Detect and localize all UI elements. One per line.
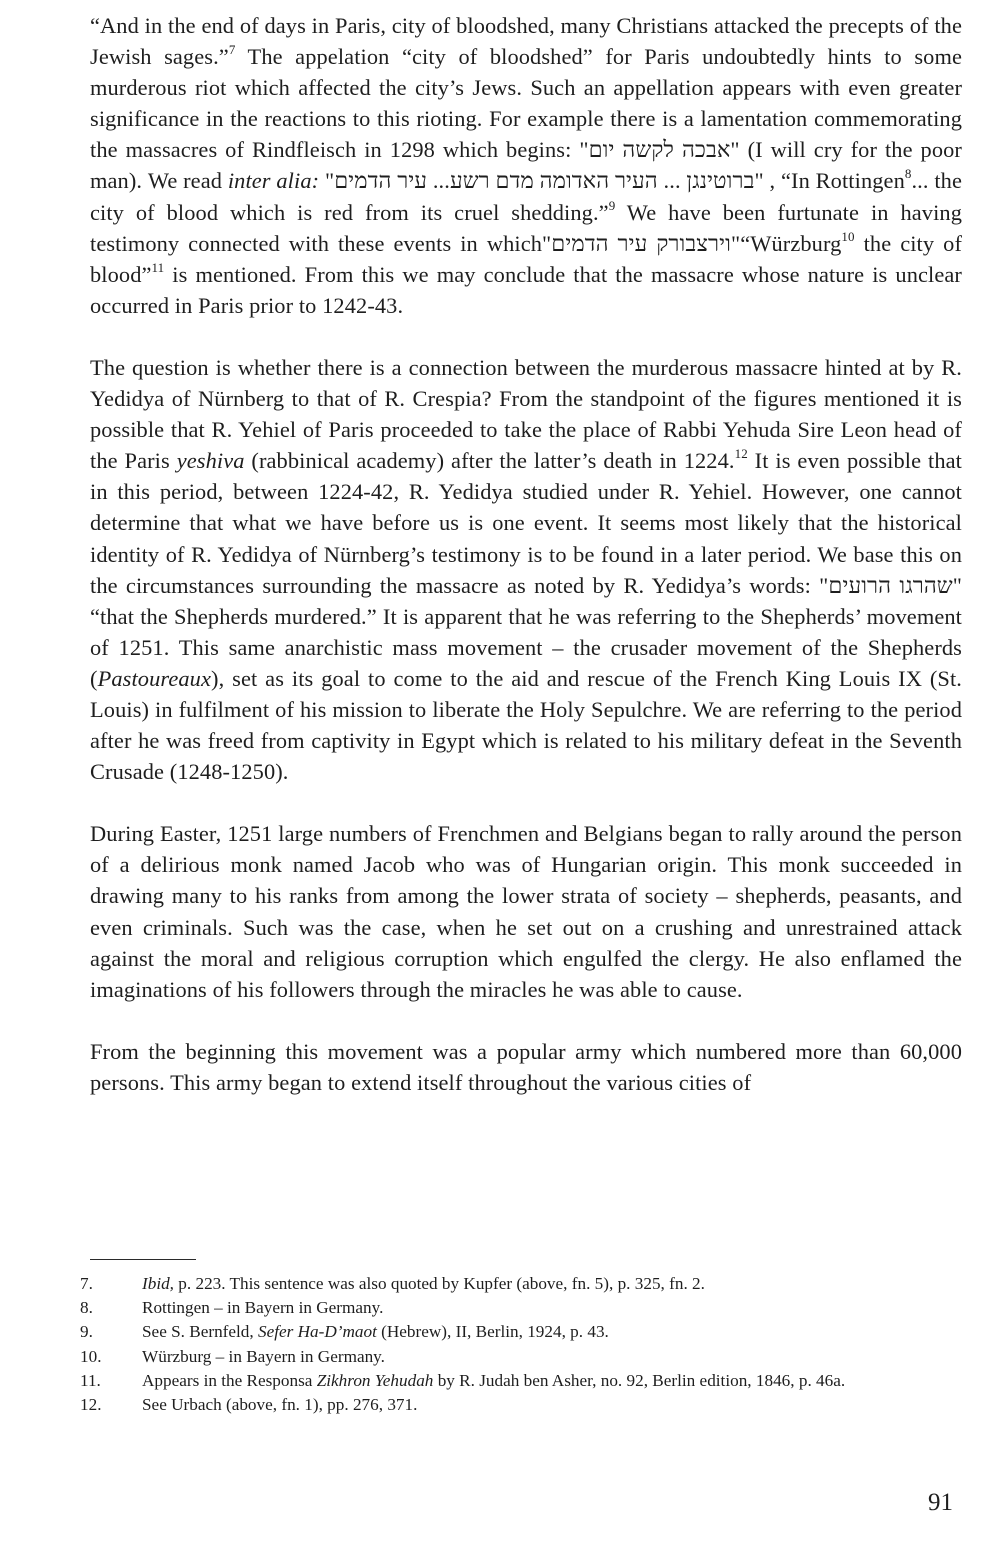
footnote-text: See Urbach (above, fn. 1), pp. 276, 371. xyxy=(142,1395,418,1415)
footnote-divider xyxy=(90,1259,196,1260)
footnote-text: Rottingen – in Bayern in Germany. xyxy=(142,1298,384,1318)
text-run: the city of blood” xyxy=(90,230,962,287)
text-run: “Würzburg xyxy=(740,230,842,256)
footnote-ref-8: 8 xyxy=(904,166,912,182)
text-run: , “In Rottingen xyxy=(763,168,905,194)
hebrew-quote: "אבכה לקשה יום" xyxy=(579,137,740,163)
footnote-10 xyxy=(80,1345,962,1369)
italic-term: inter alia: xyxy=(227,168,320,194)
footnote-text: See S. Bernfeld, xyxy=(142,1322,258,1342)
hebrew-quote: "שהרגו הרועים" xyxy=(819,572,962,598)
footnote-7 xyxy=(80,1272,962,1296)
footnote-number: 8. xyxy=(80,1298,93,1318)
footnote-ref-7: 7 xyxy=(228,42,236,58)
footnote-number: 7. xyxy=(80,1274,93,1293)
text-run: The appelation “city of bloodshed” for Paris undoubtedly hints to some murderous riot which affected the city’s Jews. Such an appellation appears with even greater significance in the reactions to this rioting. For example there is a lamentation commemorating the massacres of Rindfleisch in 1298 which begins: xyxy=(90,44,963,163)
footnote-11 xyxy=(80,1369,962,1393)
footnote-number: 12. xyxy=(80,1395,102,1415)
text-run: (rabbinical academy) after the latter’s death in 1224. xyxy=(244,448,735,474)
paragraph-2 xyxy=(90,352,962,787)
footnote-number: 10. xyxy=(80,1346,102,1366)
footnote-text: Appears in the Responsa xyxy=(142,1370,317,1390)
text-run: ), set as its goal to come to the aid and rescue of the French King Louis IX (St. Louis) in fulfilment of his mission to liberate the Holy Sepulchre. We are referring to the period after he was freed from captivity in Egypt which is related to his military defeat in the Seventh Crusade (1248-1250). xyxy=(90,665,962,785)
paragraph-1 xyxy=(90,10,962,321)
text-run: We have been furtunate in having testimony connected with these events in which xyxy=(90,199,962,256)
footnote-8 xyxy=(80,1296,962,1320)
text-run: It is even possible that in this period, between 1224-42, R. Yedidya studied under R. Yehiel. However, one cannot determine that what we have before us is one event. It seems most likely that the historical identity of R. Yedidya of Nürnberg’s testimony is to be found in a later period. We base this on the circumstances surrounding the massacre as noted by R. Yedidya’s words: xyxy=(90,448,962,598)
footnote-12 xyxy=(80,1393,962,1417)
footnote-number: 11. xyxy=(80,1370,101,1390)
italic-term: Sefer Ha-D’maot xyxy=(258,1322,377,1342)
italic-term: Pastoureaux xyxy=(97,665,212,691)
hebrew-quote: "ברוטינגן ... העיר האדומה מדם רשע... עיר הדמים" xyxy=(324,168,764,194)
text-run: (I will cry for the poor man). We read xyxy=(90,137,962,194)
italic-term: Zikhron Yehudah xyxy=(316,1370,434,1390)
footnote-number: 9. xyxy=(80,1322,93,1342)
italic-term: yeshiva xyxy=(176,448,245,474)
paragraph-3: During Easter, 1251 large numbers of Frenchmen and Belgians began to rally around the person of a delirious monk named Jacob who was of Hungarian origin. This monk succeeded in drawing many to his ranks from among the lower strata of society – shepherds, peasants, and even criminals. Such was the case, when he set out on a crushing and unrestrained attack against the moral and religious corruption which engulfed the clergy. He also enflamed the imaginations of his followers through the miracles he was able to cause. xyxy=(90,821,962,1002)
text-run: The question is whether there is a connection between the murderous massacre hinted at by R. Yedidya of Nürnberg to that of R. Crespia? From the standpoint of the figures mentioned it is possible that R. Yehiel of Paris proceeded to take the place of Rabbi Yehuda Sire Leon head of the Paris xyxy=(90,354,962,474)
footnote-text: (Hebrew), II, Berlin, 1924, p. 43. xyxy=(376,1322,609,1342)
italic-term: Ibid, xyxy=(142,1274,174,1293)
text-run: “And in the end of days in Paris, city of bloodshed, many Christians attacked the precepts of the Jewish sages.” xyxy=(90,13,962,70)
footnote-text: by R. Judah ben Asher, no. 92, Berlin edition, 1846, p. 46a. xyxy=(433,1370,846,1390)
footnote-text: p. 223. This sentence was also quoted by Kupfer (above, fn. 5), p. 325, fn. 2. xyxy=(173,1274,705,1293)
hebrew-quote: "וירצבורק עיר הדמים" xyxy=(542,230,741,256)
footnote-9 xyxy=(80,1320,962,1344)
paragraph-4: From the beginning this movement was a popular army which numbered more than 60,000 persons. This army began to extend itself throughout the various cities of xyxy=(90,1038,962,1095)
text-run: ... the city of blood which is red from its cruel shedding.” xyxy=(90,168,963,225)
text-run: is mentioned. From this we may conclude that the massacre whose nature is unclear occurred in Paris prior to 1242-43. xyxy=(90,261,962,318)
footnote-ref-11: 11 xyxy=(151,259,165,275)
footnote-ref-10: 10 xyxy=(841,228,855,244)
footnote-text: Würzburg – in Bayern in Germany. xyxy=(142,1346,385,1366)
footnotes xyxy=(80,1272,962,1417)
footnote-ref-12: 12 xyxy=(734,446,748,462)
page-number: 91 xyxy=(928,1489,953,1516)
footnote-ref-9: 9 xyxy=(608,197,616,213)
text-run: “that the Shepherds murdered.” It is apparent that he was referring to the Shepherds’ movement of 1251. This same anarchistic mass movement – the crusader movement of the Shepherds ( xyxy=(90,603,962,691)
body-text xyxy=(90,10,962,1098)
